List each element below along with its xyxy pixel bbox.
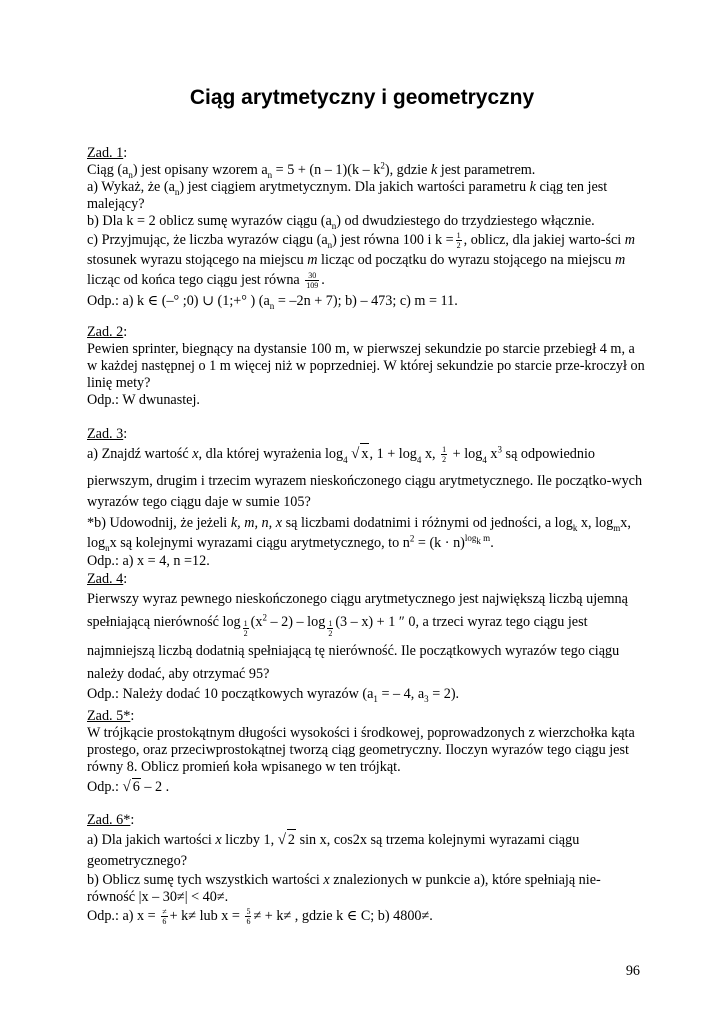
task-6-part-a: a) Dla jakich wartości x liczby 1, √ 2 sin x, cos2x są trzema kolejnymi wyrazami ciągu geometrycznego? bbox=[87, 829, 647, 872]
task-3: Zad. 3: a) Znajdź wartość x, dla której wyrażenia log4 √ x, 1 + log4 x, $\frac{1}{2}$ + log4 $x^3$ są odpowiednio pierwszym, drugim i trzecim wyrazem nieskończonego ciągu arytmetycznego. Ile początko-wych wyrazów tego ciągu daje w sumie 105? *b) Udowodnij, że jeżeli k, m, n, x są liczbami dodatnimi i różnymi od jedności, a $\log_k x$, $\log_mx$, $\log_nx$ są kolejnymi wyrazami ciągu arytmetycznego, to $n^2 = (k \cdot n)^{log_k m}$. Odp.: a) x = 4, n =12. bbox=[87, 426, 647, 570]
task-4-answer: Odp.: Należy dodać 10 początkowych wyrazów ($a_1$ = – 4, $a_3 = 2$). bbox=[87, 686, 460, 704]
task-2: Zad. 2: Pewien sprinter, biegnący na dystansie 100 m, w pierwszej sekundzie po starcie przebiegł 4 m, a w każdej następnej o 1 m więcej niż w poprzedniej. W której sekundzie po starcie prze-kroczył on linię mety? Odp.: W dwunastej. bbox=[87, 324, 647, 409]
task-5: Zad. 5*: W trójkącie prostokątnym długości wysokości i środkowej, poprowadzonych z wierzchołka kąta prostego, oraz przeciwprostokątnej tworzą ciąg geometryczny. Iloczyn wyrazów tego ciągu jest równy 8. Oblicz promień koła wpisanego w ten trójkąt. Odp.: √ 6 – 2 . bbox=[87, 708, 647, 796]
task-6-part-b: b) Oblicz sumę tych wszystkich wartości x znalezionych w punkcie a), które spełniają nie-równość |x – 30≠| < 40≠. bbox=[87, 872, 601, 905]
task-2-text: Pewien sprinter, biegnący na dystansie 100 m, w pierwszej sekundzie po starcie przebiegł 4 m, a w każdej następnej o 1 m więcej niż w poprzedniej. W której sekundzie po starcie prze-kroczył on linię mety? bbox=[87, 341, 645, 391]
task-1-label: Zad. 1 bbox=[87, 145, 124, 161]
task-5-label: Zad. 5* bbox=[87, 708, 131, 724]
task-3-label: Zad. 3 bbox=[87, 426, 124, 442]
task-4: Zad. 4: Pierwszy wyraz pewnego nieskończonego ciągu arytmetycznego jest największą liczbą ujemną spełniającą nierówność log $\frac{1}{2}$ $(x^2 - 2)$ – log $\frac{1}{2}$ (3 – x) + 1 ″ 0, a trzeci wyraz tego ciągu jest najmniejszą liczbą dodatnią spełniającą tę nierówność. Ile początkowych wyrazów tego ciągu należy dodać, aby otrzymać 95? Odp.: Należy dodać 10 początkowych wyrazów ($a_1$ = – 4, $a_3 = 2$). bbox=[87, 571, 647, 703]
task-6-answer: Odp.: a) x = $\frac{\ne}{6}$ + k≠ lub x = $\frac{5}{6}$ ≠ + k≠ , gdzie k ∈ C; b) 4800≠. bbox=[87, 907, 433, 927]
task-3-part-a: a) Znajdź wartość x, dla której wyrażenia log4 √ x, 1 + log4 x, $\frac{1}{2}$ + log4 $x^3$ są odpowiednio pierwszym, drugim i trzecim wyrazem nieskończonego ciągu arytmetycznego. Ile początko-wych wyrazów tego ciągu daje w sumie 105? bbox=[87, 444, 643, 510]
task-2-label: Zad. 2 bbox=[87, 324, 124, 340]
task-1: Zad. 1: Ciąg $(a_n)$ jest opisany wzorem $a_n = 5 + (n - 1)(k - k^2)$, gdzie k jest parametrem. a) Wykaż, że $(a_n)$ jest ciągiem arytmetycznym. Dla jakich wartości parametru k ciąg ten jest malejący? b) Dla k = 2 oblicz sumę wyrazów ciągu $(a_n)$ od dwudziestego do trzydziestego włącznie. c) Przyjmując, że liczba wyrazów ciągu $(a_n)$ jest równa 100 i k = $\frac{1}{2}$ , oblicz, dla jakiej warto-ści m stosunek wyrazu stojącego na miejscu m licząc od początku do wyrazu stojącego na miejscu m licząc od końca tego ciągu jest równa $\frac{30}{109}$ . Odp.: a) k ∈ (–° ;0) ∪ (1;+° ) $(a_n = -2n + 7)$; b) – 473; c) m = 11. bbox=[87, 145, 647, 310]
task-4-label: Zad. 4 bbox=[87, 571, 124, 587]
task-5-text: W trójkącie prostokątnym długości wysokości i środkowej, poprowadzonych z wierzchołka kąta prostego, oraz przeciwprostokątnej tworzą ciąg geometryczny. Iloczyn wyrazów tego ciągu jest równy 8. Oblicz promień koła wpisanego w ten trójkąt. bbox=[87, 725, 635, 775]
page-number: 96 bbox=[625, 963, 640, 979]
task-1-part-a: a) Wykaż, że $(a_n)$ jest ciągiem arytmetycznym. Dla jakich wartości parametru k ciąg ten jest malejący? bbox=[87, 179, 608, 212]
task-1-part-b: b) Dla k = 2 oblicz sumę wyrazów ciągu $(a_n)$ od dwudziestego do trzydziestego włącznie. bbox=[87, 213, 595, 231]
task-3-answer: Odp.: a) x = 4, n =12. bbox=[87, 553, 210, 569]
task-4-text: Pierwszy wyraz pewnego nieskończonego ciągu arytmetycznego jest największą liczbą ujemną spełniającą nierówność log $\frac{1}{2}$ $(x^2 - 2)$ – log $\frac{1}{2}$ (3 – x) + 1 ″ 0, a trzeci wyraz tego ciągu jest najmniejszą liczbą dodatnią spełniającą tę nierówność. Ile początkowych wyrazów tego ciągu należy dodać, aby otrzymać 95? bbox=[87, 591, 628, 682]
task-3-part-b: *b) Udowodnij, że jeżeli k, m, n, x są liczbami dodatnimi i różnymi od jedności, a $\log_k x$, $\log_mx$, $\log_nx$ są kolejnymi wyrazami ciągu arytmetycznego, to $n^2 = (k \cdot n)^{log_k m}$. bbox=[87, 515, 631, 553]
task-5-answer: Odp.: √ 6 – 2 . bbox=[87, 779, 170, 795]
task-6-label: Zad. 6* bbox=[87, 812, 131, 828]
task-1-answer: Odp.: a) k ∈ (–° ;0) ∪ (1;+° ) $(a_n = -2n + 7)$; b) – 473; c) m = 11. bbox=[87, 293, 458, 312]
page-title: Ciąg arytmetyczny i geometryczny bbox=[189, 86, 535, 109]
task-1-formula-line: Ciąg $(a_n)$ jest opisany wzorem $a_n = 5 + (n - 1)(k - k^2)$, gdzie k jest parametrem. bbox=[87, 160, 536, 180]
task-1-part-c: c) Przyjmując, że liczba wyrazów ciągu $(a_n)$ jest równa 100 i k = $\frac{1}{2}$ , oblicz, dla jakiej warto-ści m stosunek wyrazu stojącego na miejscu m licząc od początku do wyrazu stojącego na miejscu m licząc od końca tego ciągu jest równa $\frac{30}{109}$ . bbox=[87, 231, 636, 291]
task-6: Zad. 6*: a) Dla jakich wartości x liczby 1, √ 2 sin x, cos2x są trzema kolejnymi wyrazami ciągu geometrycznego? b) Oblicz sumę tych wszystkich wartości x znalezionych w punkcie a), które spełniają nie-równość |x – 30≠| < 40≠. Odp.: a) x = $\frac{\ne}{6}$ + k≠ lub x = $\frac{5}{6}$ ≠ + k≠ , gdzie k ∈ C; b) 4800≠. bbox=[87, 812, 647, 927]
task-2-answer: Odp.: W dwunastej. bbox=[87, 392, 200, 408]
